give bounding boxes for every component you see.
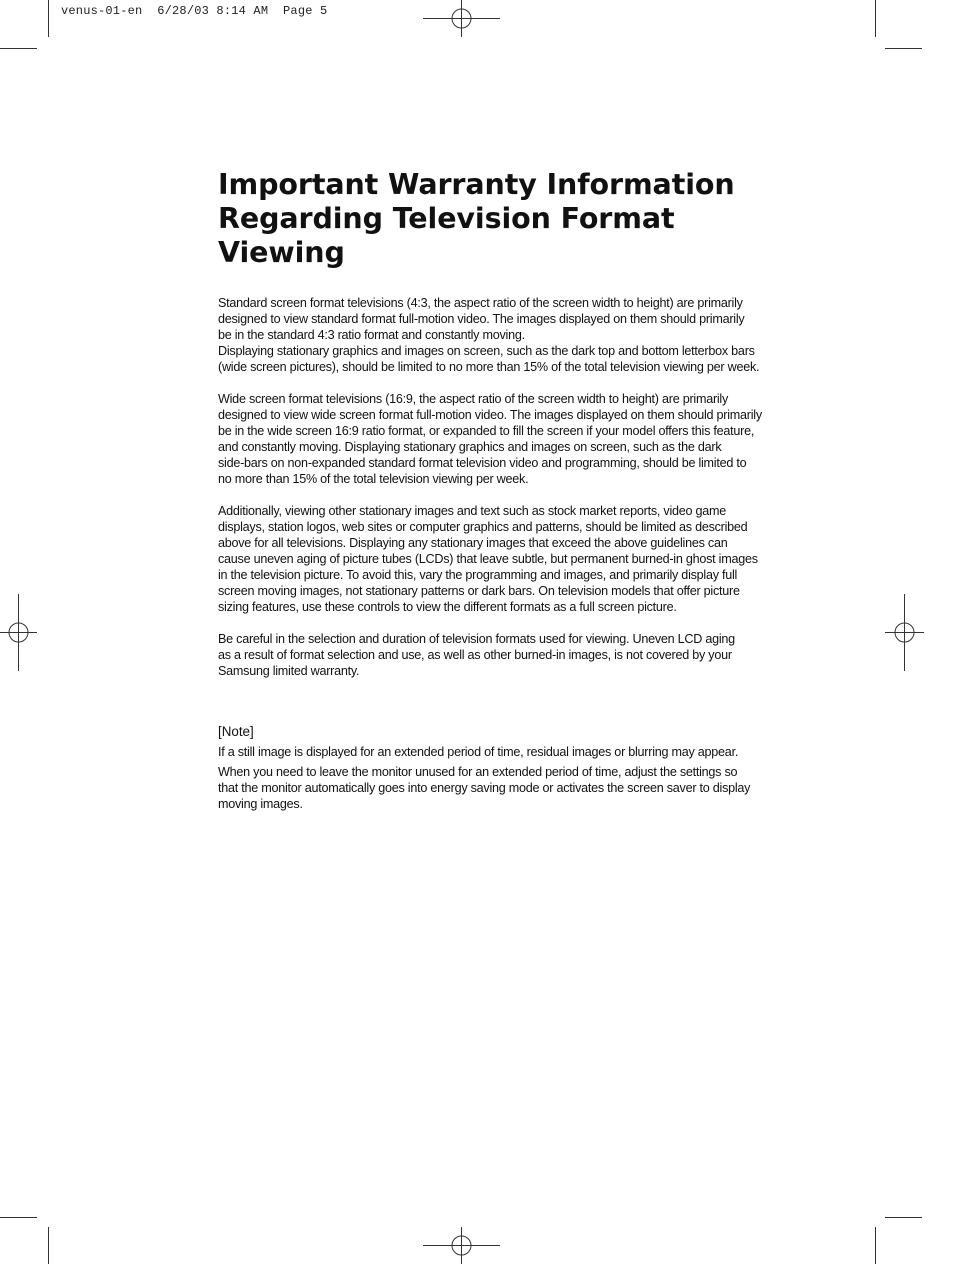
paragraph-line: cause uneven aging of picture tubes (LCDs) that leave subtle, but permanent burned-in ghost images — [218, 552, 758, 566]
paragraph-line: be in the standard 4:3 ratio format and constantly moving. — [218, 328, 525, 342]
paragraph-standard-format — [218, 295, 818, 343]
paragraph-line: If a still image is displayed for an extended period of time, residual images or blurring may appear. — [218, 745, 739, 759]
print-slug: venus-01-en 6/28/03 8:14 AM Page 5 — [61, 4, 328, 18]
registration-mark-left — [0, 594, 37, 671]
paragraph-line: screen moving images, not stationary patterns or dark bars. On television models that offer picture — [218, 584, 740, 598]
paragraph-line: (wide screen pictures), should be limited to no more than 15% of the total television viewing per week. — [218, 360, 760, 374]
paragraph-line: Be careful in the selection and duration of television formats used for viewing. Uneven LCD aging — [218, 632, 735, 646]
paragraph-line: When you need to leave the monitor unused for an extended period of time, adjust the settings so — [218, 765, 738, 779]
paragraph-stationary-images — [218, 503, 818, 615]
note-heading: [Note] — [218, 724, 254, 739]
paragraph-line: Standard screen format televisions (4:3, the aspect ratio of the screen width to height) are primarily — [218, 296, 743, 310]
paragraph-line: no more than 15% of the total television viewing per week. — [218, 472, 529, 486]
title-line: Regarding Television Format — [218, 202, 675, 235]
paragraph-line: that the monitor automatically goes into energy saving mode or activates the screen saver to display — [218, 781, 751, 795]
paragraph-line: and constantly moving. Displaying stationary graphics and images on screen, such as the dark — [218, 440, 722, 454]
paragraph-wide-screen-format — [218, 391, 818, 487]
paragraph-line: Displaying stationary graphics and images on screen, such as the dark top and bottom letterbox bars — [218, 344, 755, 358]
title-line: Important Warranty Information — [218, 168, 735, 201]
paragraph-line: moving images. — [218, 797, 303, 811]
paragraph-line: designed to view wide screen format full-motion video. The images displayed on them should primarily — [218, 408, 762, 422]
registration-mark-top — [423, 0, 500, 37]
paragraph-line: designed to view standard format full-motion video. The images displayed on them should primarily — [218, 312, 745, 326]
paragraph-warranty-exclusion — [218, 631, 818, 679]
note-paragraph-energy-saving — [218, 764, 818, 812]
note-paragraph-residual-images — [218, 744, 818, 760]
paragraph-line: side-bars on non-expanded standard format television video and programming, should be limited to — [218, 456, 747, 470]
registration-mark-bottom — [423, 1227, 500, 1264]
paragraph-line: Wide screen format televisions (16:9, the aspect ratio of the screen width to height) are primarily — [218, 392, 729, 406]
paragraph-line: in the television picture. To avoid this, vary the programming and images, and primarily display full — [218, 568, 738, 582]
title-line: Viewing — [218, 236, 345, 269]
paragraph-letterbox-limit — [218, 343, 818, 375]
paragraph-line: above for all televisions. Displaying any stationary images that exceed the above guidelines can — [218, 536, 728, 550]
registration-mark-right — [885, 594, 924, 671]
paragraph-line: sizing features, use these controls to view the different formats as a full screen picture. — [218, 600, 677, 614]
paragraph-line: be in the wide screen 16:9 ratio format, or expanded to fill the screen if your model offers this feature, — [218, 424, 755, 438]
paragraph-line: displays, station logos, web sites or computer graphics and patterns, should be limited as described — [218, 520, 748, 534]
paragraph-line: as a result of format selection and use, as well as other burned-in images, is not covered by your — [218, 648, 732, 662]
page-title — [218, 168, 818, 270]
paragraph-line: Samsung limited warranty. — [218, 664, 360, 678]
paragraph-line: Additionally, viewing other stationary images and text such as stock market reports, video game — [218, 504, 727, 518]
main-content — [218, 168, 818, 816]
